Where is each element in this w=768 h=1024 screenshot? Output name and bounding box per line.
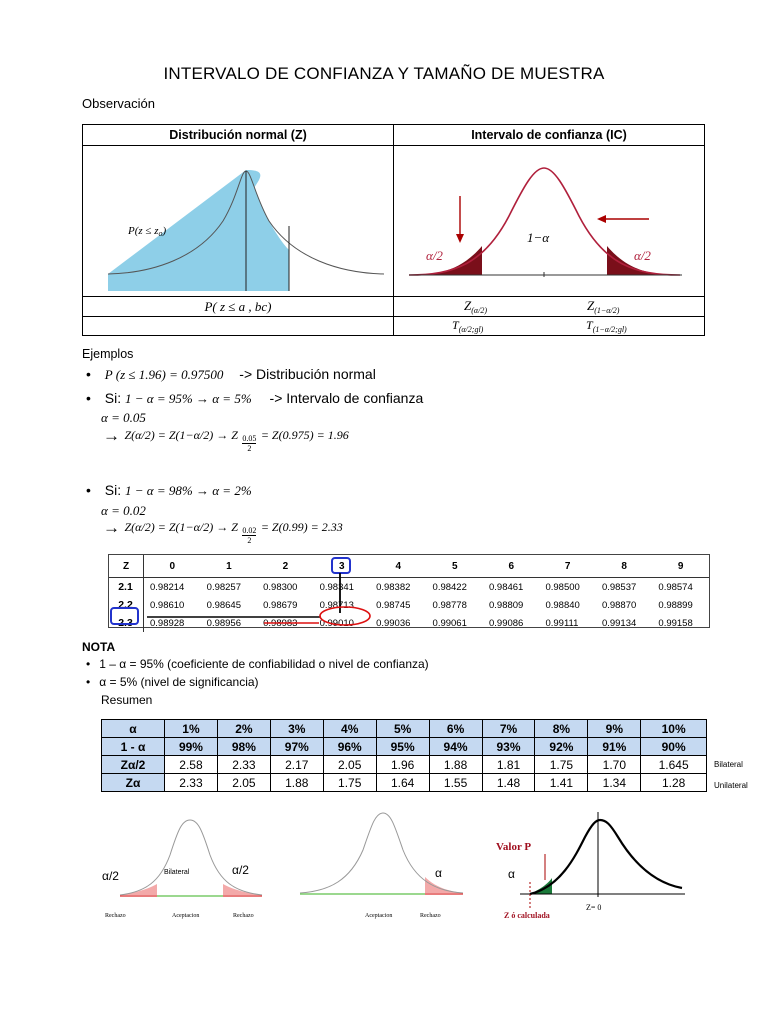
row-z: 2.2 xyxy=(109,596,144,614)
bullet: • xyxy=(86,675,91,689)
col-header: 4 xyxy=(370,555,426,578)
cell: 95% xyxy=(376,738,429,756)
cell: 98% xyxy=(217,738,270,756)
cell: 0.98214 xyxy=(150,581,185,593)
right-reject-area xyxy=(425,877,463,893)
bullet: • xyxy=(86,390,91,406)
table-row xyxy=(102,738,707,756)
z-table xyxy=(108,554,710,628)
cell: 0.98574 xyxy=(658,581,693,593)
nota-item-1-text: 1 – α = 95% (coeficiente de confiabilidad o nivel de confianza) xyxy=(99,657,429,671)
cell: 6% xyxy=(429,720,482,738)
cell: 4% xyxy=(323,720,376,738)
cell: 96% xyxy=(323,738,376,756)
chain-part-a: Z(α/2) = Z(1−α/2) → Z xyxy=(124,520,238,534)
z-calculada-label: Z ó calculada xyxy=(504,911,550,920)
cell: 0.99111 xyxy=(545,617,579,629)
example-3-formula: 1 − α = 98% → α = 2% xyxy=(125,483,252,498)
ic-curve-svg xyxy=(394,146,704,291)
bullet: • xyxy=(86,366,91,382)
col-header: 8 xyxy=(596,555,652,578)
empty-cell xyxy=(83,317,394,336)
cell: 0.98956 xyxy=(206,617,241,629)
col-header: 1 xyxy=(201,555,257,578)
col-header: 7 xyxy=(539,555,595,578)
ejemplos-label: Ejemplos xyxy=(82,347,134,361)
row-label: 1 - α xyxy=(102,738,165,756)
rechazo-left: Rechazo xyxy=(105,913,126,919)
nota-item-2 xyxy=(86,675,259,689)
t-alpha-half: $T_{(\alpha/2;gl)}$ xyxy=(452,318,484,334)
cell: 7% xyxy=(482,720,535,738)
col-header-ic: Intervalo de confianza (IC) xyxy=(394,125,705,146)
cell: 2.05 xyxy=(323,756,376,774)
alpha-label: α xyxy=(435,866,442,880)
cell: 5% xyxy=(376,720,429,738)
cell: 91% xyxy=(588,738,641,756)
example-3-alpha: α = 0.02 xyxy=(101,503,146,518)
table-row xyxy=(102,774,707,792)
row-z-highlighted: 2.3 xyxy=(109,614,144,632)
alpha-label: α xyxy=(508,867,515,881)
fraction: $\frac{0.02}{2}$ xyxy=(242,526,257,545)
normal-prob-formula: P( z ≤ a , bc) xyxy=(83,297,394,317)
summary-table xyxy=(101,719,707,792)
nota-label: NOTA xyxy=(82,640,116,654)
rechazo-label: Rechazo xyxy=(420,913,441,919)
cell: 1.64 xyxy=(376,774,429,792)
cell: 2% xyxy=(217,720,270,738)
ic-figure xyxy=(394,146,705,297)
cell: 0.98610 xyxy=(150,599,185,611)
table-row xyxy=(102,720,707,738)
fraction: $\frac{0.05}{2}$ xyxy=(242,434,257,453)
example-2 xyxy=(86,390,423,407)
alpha-half-right-label: α/2 xyxy=(232,863,249,877)
cell: 90% xyxy=(641,738,707,756)
table-row xyxy=(109,614,709,632)
page-title: INTERVALO DE CONFIANZA Y TAMAÑO DE MUESTRA xyxy=(163,64,605,83)
bilateral-side-label: Bilateral xyxy=(714,760,743,769)
cell: 1% xyxy=(165,720,218,738)
cell: 2.58 xyxy=(165,756,218,774)
cell: 0.99086 xyxy=(489,617,524,629)
resumen-label: Resumen xyxy=(101,693,153,707)
right-reject-area xyxy=(223,884,262,895)
col-header: 6 xyxy=(483,555,539,578)
cell: 0.98300 xyxy=(263,581,298,593)
example-1-formula: P (z ≤ 1.96) = 0.97500 xyxy=(104,367,224,382)
arrow-icon: → xyxy=(103,518,120,537)
cell: 3% xyxy=(270,720,323,738)
cell: 1.75 xyxy=(535,756,588,774)
normal-curve-svg xyxy=(83,146,393,291)
cell: 1.70 xyxy=(588,756,641,774)
si-label: Si: xyxy=(104,482,122,498)
cell: 0.98745 xyxy=(376,599,411,611)
cell: 1.88 xyxy=(270,774,323,792)
cell: 0.98500 xyxy=(545,581,580,593)
valor-p-label: Valor P xyxy=(496,841,532,853)
bilateral-label: Bilateral xyxy=(164,869,190,876)
nota-item-1 xyxy=(86,657,429,671)
cell: 1.41 xyxy=(535,774,588,792)
cell: 0.98257 xyxy=(206,581,241,593)
cell: 0.99036 xyxy=(376,617,411,629)
ic-t-values xyxy=(394,317,705,336)
cell: 9% xyxy=(588,720,641,738)
col-header: 9 xyxy=(652,555,709,578)
bullet: • xyxy=(86,482,91,498)
alpha-half-right: α/2 xyxy=(634,248,651,263)
cell: 2.33 xyxy=(165,774,218,792)
arrow-icon: → xyxy=(103,426,120,445)
example-3-chain xyxy=(103,518,343,545)
cell: 0.98713 xyxy=(319,599,354,611)
cell: 0.99134 xyxy=(601,617,637,629)
col-header-normal: Distribución normal (Z) xyxy=(83,125,394,146)
col-header: 2 xyxy=(257,555,313,578)
z-table-header xyxy=(109,555,709,578)
cell: 97% xyxy=(270,738,323,756)
example-1 xyxy=(86,366,376,383)
left-reject-area xyxy=(120,884,157,895)
bilateral-figure xyxy=(100,810,270,930)
cell: 2.33 xyxy=(217,756,270,774)
chain-part-a: Z(α/2) = Z(1−α/2) → Z xyxy=(124,428,238,442)
z-alpha-half: $Z_{(\alpha/2)}$ xyxy=(464,298,487,315)
table-row xyxy=(102,756,707,774)
cell: 0.98899 xyxy=(658,599,693,611)
cell: 99% xyxy=(165,738,218,756)
normal-distribution-figure xyxy=(83,146,394,297)
z-one-minus: $Z_{(1-\alpha/2)}$ xyxy=(587,298,620,315)
bullet: • xyxy=(86,657,91,671)
col-header: 5 xyxy=(427,555,483,578)
cell: 0.98461 xyxy=(489,581,524,593)
example-3 xyxy=(86,482,252,499)
cell: 1.81 xyxy=(482,756,535,774)
alpha-half-left: α/2 xyxy=(426,248,443,263)
one-minus-alpha-label: 1−α xyxy=(527,230,550,245)
cell: 0.98983 xyxy=(263,617,298,629)
cell: 1.28 xyxy=(641,774,707,792)
cell: 0.98341 xyxy=(319,581,354,593)
cell-highlighted: 0.99010 xyxy=(319,617,354,629)
nota-item-2-text: α = 5% (nivel de significancia) xyxy=(99,675,259,689)
cell: 0.99158 xyxy=(658,617,693,629)
cell: 1.48 xyxy=(482,774,535,792)
cell: 8% xyxy=(535,720,588,738)
cell: 2.05 xyxy=(217,774,270,792)
observacion-label: Observación xyxy=(82,96,155,111)
cell: 1.96 xyxy=(376,756,429,774)
cell: 1.34 xyxy=(588,774,641,792)
cell: 2.17 xyxy=(270,756,323,774)
row-z: 2.1 xyxy=(109,578,144,597)
row-label: Zα xyxy=(102,774,165,792)
cell: 0.98422 xyxy=(432,581,467,593)
cell: 94% xyxy=(429,738,482,756)
rechazo-right: Rechazo xyxy=(233,913,254,919)
chain-part-b: = Z(0.99) = 2.33 xyxy=(260,520,343,534)
cell: 0.99061 xyxy=(432,617,467,629)
p-z-label: P(z ≤ zo) xyxy=(128,225,167,238)
example-2-text: -> Intervalo de confianza xyxy=(269,390,424,406)
example-2-formula: 1 − α = 95% → α = 5% xyxy=(125,391,252,406)
cell: 0.98809 xyxy=(489,599,524,611)
cell: 93% xyxy=(482,738,535,756)
cell: 0.98870 xyxy=(601,599,637,611)
cell: 0.98840 xyxy=(545,599,580,611)
cell: 0.98645 xyxy=(206,599,241,611)
example-2-chain xyxy=(103,426,349,453)
cell: 0.98679 xyxy=(263,599,298,611)
row-label: α xyxy=(102,720,165,738)
unilateral-figure xyxy=(295,805,465,925)
cell: 1.88 xyxy=(429,756,482,774)
aceptacion-label: Aceptacion xyxy=(365,913,393,919)
example-2-alpha: α = 0.05 xyxy=(101,410,146,425)
table-row xyxy=(109,578,709,597)
example-1-text: -> Distribución normal xyxy=(239,366,376,382)
z-header: Z xyxy=(109,555,144,578)
cell: 92% xyxy=(535,738,588,756)
ic-z-values xyxy=(394,297,705,317)
col-header-highlighted: 3 xyxy=(314,555,370,578)
cell: 0.98778 xyxy=(432,599,467,611)
z-zero-label: Z= 0 xyxy=(586,903,602,912)
cell: 0.98928 xyxy=(150,617,185,629)
cell: 1.55 xyxy=(429,774,482,792)
cell: 1.645 xyxy=(641,756,707,774)
cell: 10% xyxy=(641,720,707,738)
cell: 1.75 xyxy=(323,774,376,792)
alpha-half-left-label: α/2 xyxy=(102,869,119,883)
observation-table xyxy=(82,124,705,336)
aceptacion-label: Aceptacion xyxy=(172,913,200,919)
si-label: Si: xyxy=(104,390,122,406)
row-label: Zα/2 xyxy=(102,756,165,774)
chain-part-b: = Z(0.975) = 1.96 xyxy=(260,428,349,442)
col-header: 0 xyxy=(144,555,201,578)
table-row xyxy=(109,596,709,614)
t-one-minus: $T_{(1-\alpha/2;gl)}$ xyxy=(586,318,627,334)
unilateral-side-label: Unilateral xyxy=(714,781,748,790)
valor-p-figure xyxy=(490,812,690,927)
cell: 0.98382 xyxy=(376,581,411,593)
cell: 0.98537 xyxy=(601,581,637,593)
